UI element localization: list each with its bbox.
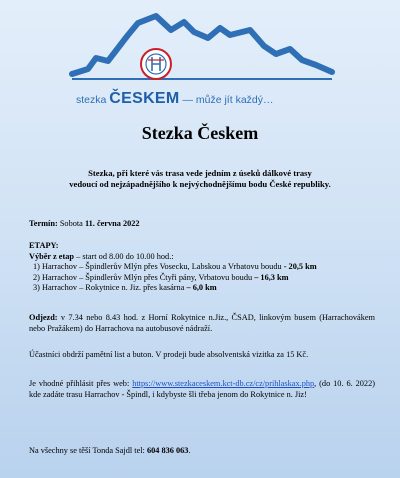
- termin-label: Termín:: [29, 219, 58, 228]
- prihlaska-paragraph: [29, 379, 375, 400]
- odjezd-section: [29, 313, 375, 334]
- etapy-choice-label: Výběr z etap: [29, 251, 75, 261]
- kct-seal-icon: [141, 49, 171, 79]
- stage-route: Harrachov – Špindlerův Mlýn přes Čtyři pány, Vrbatovu boudu: [42, 272, 253, 282]
- stage-route: Harrachov – Špindlerův Mlýn přes Vosecku, Labskou a Vrbatovu boudu: [42, 262, 282, 272]
- contact-end: .: [188, 446, 191, 455]
- etapy-heading: ETAPY:: [29, 241, 59, 250]
- stage-item: [29, 262, 375, 273]
- stage-distance: – 6,0 km: [186, 283, 217, 293]
- subtitle-line-1: Stezka, při které vás trasa vede jedním z úseků dálkové trasy: [88, 168, 312, 178]
- odjezd-text: v 7.34 nebo 8.43 hod. z Horní Rokytnice n.Jiz., ČSAD, linkovým busem (Harrachovákem nebo Pražákem) do Harrachova na autobusové nádraží.: [29, 313, 375, 333]
- stage-number: 3): [33, 283, 40, 293]
- stage-route: Harrachov – Rokytnice n. Jiz. přes kasárna: [42, 283, 185, 293]
- stage-item: [29, 283, 375, 294]
- etapy-section: [29, 241, 375, 294]
- contact-text: Na všechny se těší Tonda Sajdl tel:: [29, 446, 145, 455]
- tagline-suffix: — může jít každý…: [182, 94, 274, 106]
- subtitle: [20, 168, 380, 190]
- logo-tagline: [76, 90, 274, 108]
- ucastnici-paragraph: Účastníci obdrží pamětní list a buton. V prodeji bude absolventská vizitka za 15 Kč.: [29, 350, 309, 359]
- stezka-ceskem-logo: [68, 8, 336, 116]
- tagline-brand: ČESKEM: [109, 90, 180, 107]
- mountain-logo-graphic: [68, 8, 336, 90]
- odjezd-label: Odjezd:: [29, 313, 58, 322]
- termin-section: [29, 219, 375, 230]
- prihlaska-after: , (do 10. 6. 2022) kde zadáte trasu Harrachov - Špindl, i kdybyste šli třeba jenom do Rokytnice n. Jiz!: [29, 379, 375, 399]
- etapy-choice: [29, 252, 375, 263]
- subtitle-line-2: vedoucí od nejzápadnějšího k nejvýchodnějšímu bodu České republiky.: [69, 179, 331, 189]
- contact-line: [29, 446, 375, 457]
- contact-phone: 604 836 063: [146, 446, 189, 455]
- tagline-prefix: stezka: [76, 94, 107, 106]
- stage-distance: – 16,3 km: [254, 272, 289, 282]
- stage-number: 2): [33, 272, 40, 282]
- page-title: Stezka Českem: [141, 123, 259, 143]
- etapy-choice-text: – start od 8.00 do 10.00 hod.:: [76, 251, 174, 261]
- stage-item: [29, 273, 375, 284]
- registration-link[interactable]: https://www.stezkaceskem.kct-db.cz/cz/prihlaskax.php: [132, 379, 315, 388]
- stage-number: 1): [33, 262, 40, 272]
- termin-date: 11. června 2022: [84, 219, 140, 228]
- termin-day: Sobota: [59, 219, 83, 228]
- stage-distance: - 20,5 km: [283, 262, 317, 272]
- prihlaska-before: Je vhodné přihlásit přes web:: [29, 379, 130, 388]
